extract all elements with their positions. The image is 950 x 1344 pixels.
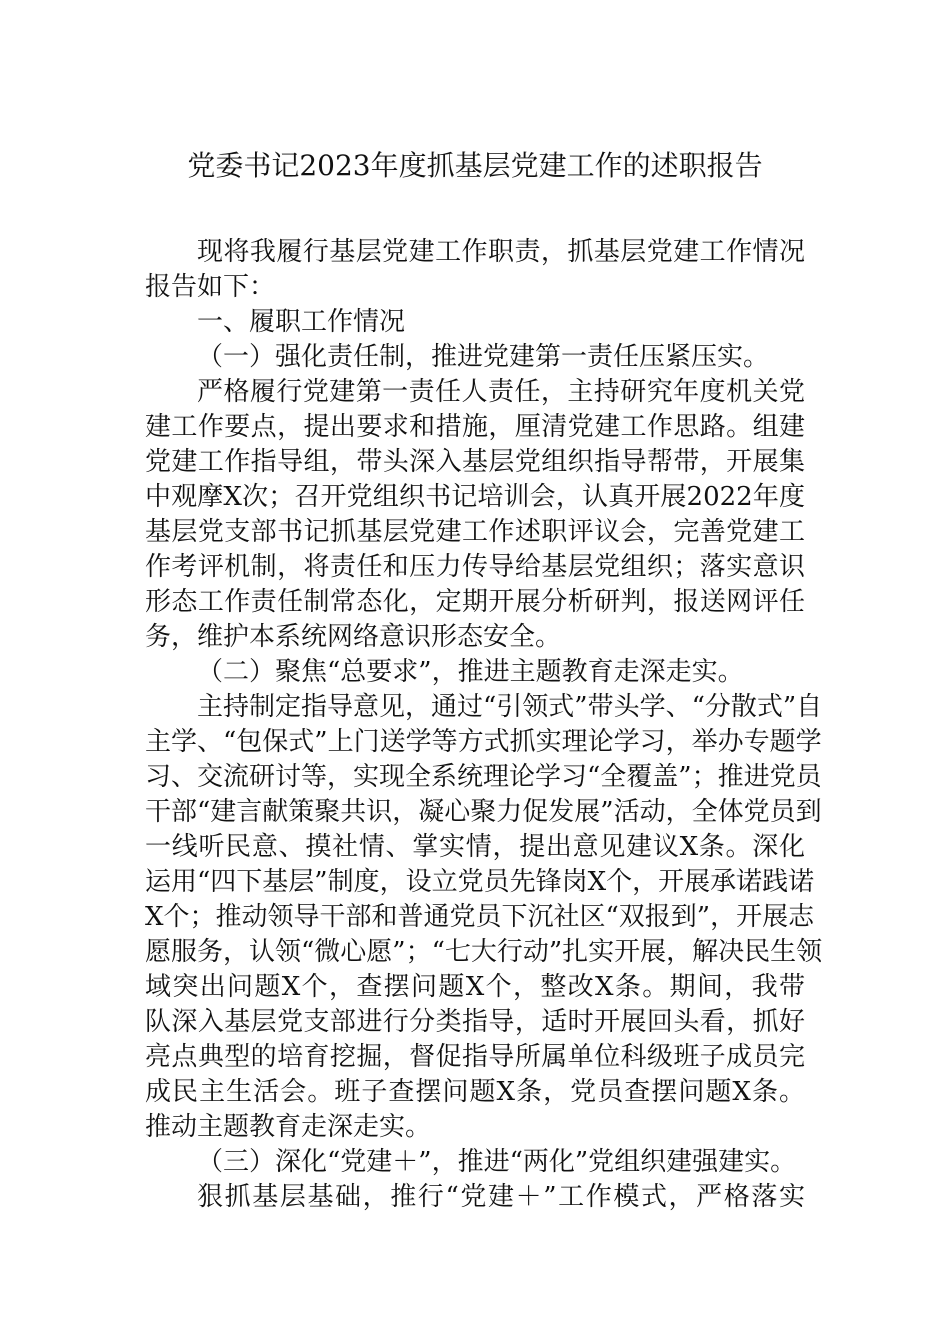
subsection-heading: （三）深化“党建＋”，推进“两化”党组织建强建实。 [197, 1147, 797, 1177]
paragraph-line: 现将我履行基层党建工作职责，抓基层党建工作情况 [197, 237, 805, 267]
paragraph-line: 亮点典型的培育挖掘，督促指导所属单位科级班子成员完 [145, 1042, 805, 1072]
paragraph-line: 狠抓基层基础，推行“党建＋”工作模式，严格落实 [197, 1182, 805, 1212]
subsection-heading: （二）聚焦“总要求”，推进主题教育走深走实。 [197, 657, 744, 687]
paragraph-line: 建工作要点，提出要求和措施，厘清党建工作思路。组建 [145, 412, 805, 442]
paragraph-line: 推动主题教育走深走实。 [145, 1112, 432, 1142]
paragraph-line: 党建工作指导组，带头深入基层党组织指导帮带，开展集 [145, 447, 805, 477]
paragraph-line: 主持制定指导意见，通过“引领式”带头学、“分散式”自 [197, 692, 823, 722]
paragraph-line: 作考评机制，将责任和压力传导给基层党组织；落实意识 [145, 552, 805, 582]
paragraph-line: 报告如下： [145, 272, 276, 302]
paragraph-line: 务，维护本系统网络意识形态安全。 [145, 622, 562, 652]
paragraph-line: 运用“四下基层”制度，设立党员先锋岗X个，开展承诺践诺 [145, 867, 815, 897]
paragraph-line: 中观摩X次；召开党组织书记培训会，认真开展2022年度 [145, 482, 805, 512]
paragraph-line: 队深入基层党支部进行分类指导，适时开展回头看，抓好 [145, 1007, 805, 1037]
paragraph-line: 成民主生活会。班子查摆问题X条，党员查摆问题X条。 [145, 1077, 805, 1107]
document-title: 党委书记2023年度抓基层党建工作的述职报告 [187, 149, 763, 182]
paragraph-line: 域突出问题X个，查摆问题X个，整改X条。期间，我带 [145, 972, 805, 1002]
paragraph-line: 习、交流研讨等，实现全系统理论学习“全覆盖”；推进党员 [145, 762, 822, 792]
section-heading: 一、履职工作情况 [197, 307, 406, 337]
paragraph-line: 干部“建言献策聚共识，凝心聚力促发展”活动，全体党员到 [145, 797, 822, 827]
paragraph-line: 形态工作责任制常态化，定期开展分析研判，报送网评任 [145, 587, 805, 617]
paragraph-line: 愿服务，认领“微心愿”；“七大行动”扎实开展，解决民生领 [145, 937, 823, 967]
subsection-heading: （一）强化责任制，推进党建第一责任压紧压实。 [197, 342, 770, 372]
paragraph-line: X个；推动领导干部和普通党员下沉社区“双报到”，开展志 [145, 902, 815, 932]
paragraph-line: 一线听民意、摸社情、掌实情，提出意见建议X条。深化 [145, 832, 805, 862]
paragraph-line: 基层党支部书记抓基层党建工作述职评议会，完善党建工 [145, 517, 805, 547]
paragraph-line: 严格履行党建第一责任人责任，主持研究年度机关党 [197, 377, 805, 407]
paragraph-line: 主学、“包保式”上门送学等方式抓实理论学习，举办专题学 [145, 727, 822, 757]
